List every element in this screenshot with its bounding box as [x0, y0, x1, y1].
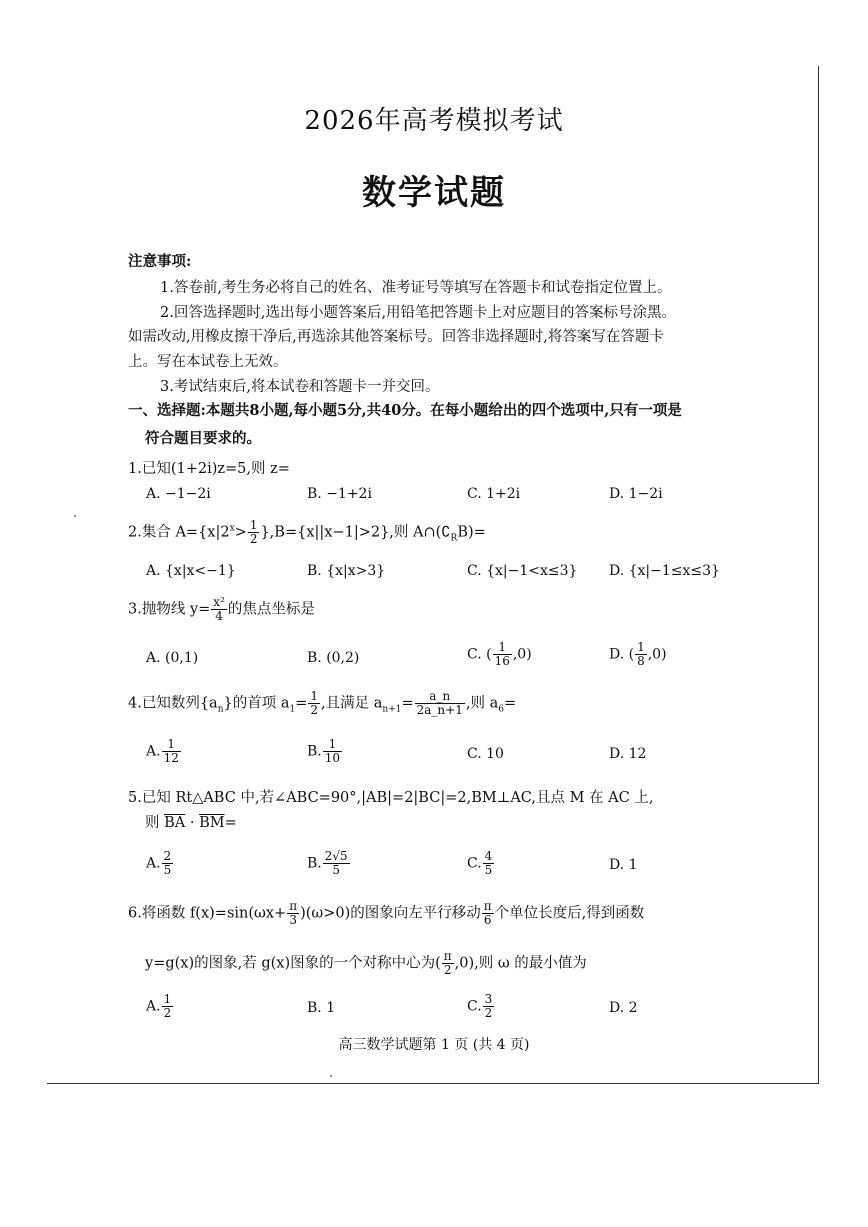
- scan-speck: [74, 515, 76, 517]
- question-4-stem: 4.已知数列$\{a_n\}$的首项 $a_1=$ $\frac{1}{2}$ ,且满足 $a_{n+1}=$ $\frac{a\_n}{2a\_n+1}$ ,则 $a_6=$: [128, 689, 517, 717]
- fraction: $\frac{1}{2}$: [249, 518, 258, 546]
- note-1: 1.答卷前,考生务必将自己的姓名、准考证号等填写在答题卡和试卷指定位置上。: [160, 280, 672, 296]
- page-border-right: [818, 66, 819, 1084]
- vector-ba: $\overline{BA}$: [164, 815, 186, 831]
- q1-option-a: A. −1−2i: [146, 486, 211, 502]
- page-border-bottom: [47, 1083, 819, 1084]
- q6-option-d: D. 2: [609, 1000, 638, 1016]
- subject-title: 数学试题: [362, 173, 506, 213]
- note-3: 3.考试结束后,将本试卷和答题卡一并交回。: [160, 379, 440, 395]
- notes-heading: 注意事项:: [128, 253, 192, 270]
- question-6-stem-line2: y=g(x)的图象,若 g(x)图象的一个对称中心为( $\frac{\pi}{2}$ ,0),则 ω 的最小值为: [145, 949, 587, 977]
- q5-option-c: C. $\frac{4}{5}$: [467, 849, 493, 877]
- q6-option-c: C. $\frac{3}{2}$: [467, 992, 493, 1020]
- vector-bm: $\overline{BM}$: [199, 815, 225, 831]
- exam-title: 2026年高考模拟考试: [304, 106, 564, 136]
- question-1-stem: 1.已知(1+2i)z=5,则 z=: [128, 461, 290, 477]
- q4-option-b: B. $\frac{1}{10}$: [307, 737, 341, 765]
- q6-option-b: B. 1: [307, 1000, 336, 1016]
- question-6-stem-line1: 6.将函数 f(x)=sin(ωx+ $\frac{\pi}{3}$ )(ω>0)的图象向左平行移动 $\frac{\pi}{6}$ 个单位长度后,得到函数: [128, 899, 645, 927]
- q3-option-b: B. (0,2): [307, 650, 360, 666]
- q5-option-d: D. 1: [609, 857, 638, 873]
- page-footer: 高三数学试题第 1 页 (共 4 页): [338, 1037, 530, 1053]
- q3-option-c: C. ( $\frac{1}{16}$ ,0): [467, 640, 532, 668]
- q4-option-a: A. $\frac{1}{12}$: [146, 737, 179, 765]
- q1-option-c: C. 1+2i: [467, 486, 521, 502]
- section-heading-line2: 符合题目要求的。: [145, 430, 261, 447]
- note-2-line3: 上。写在本试卷上无效。: [128, 354, 288, 370]
- question-5-stem-line2: 则 $\overline{BA} \cdot \overline{BM}=$: [145, 815, 237, 831]
- scan-speck: [330, 1075, 332, 1077]
- q1-option-b: B. −1+2i: [307, 486, 372, 502]
- q2-option-d: D. {x|−1≤x≤3}: [609, 563, 720, 579]
- fraction: $\frac{\text{x²}}{4}$: [213, 595, 225, 623]
- q5-option-a: A. $\frac{2}{5}$: [146, 849, 172, 877]
- q6-option-a: A. $\frac{1}{2}$: [146, 992, 172, 1020]
- q4-option-d: D. 12: [609, 746, 647, 762]
- question-3-stem: 3.抛物线 y= $\frac{\text{x²}}{4}$ 的焦点坐标是: [128, 595, 315, 623]
- q1-option-d: D. 1−2i: [609, 486, 663, 502]
- q2-option-c: C. {x|−1<x≤3}: [467, 563, 578, 579]
- q5-option-b: B. $\frac{2√5}{5}$: [307, 849, 348, 877]
- q4-option-c: C. 10: [467, 746, 504, 762]
- question-2-stem: 2.集合 $A=\{x|2^x>$ $\frac{1}{2}$ },B={x||x−1|>2},则 $A\cap(∁_RB)=$: [128, 518, 486, 546]
- q2-option-b: B. {x|x>3}: [307, 563, 386, 579]
- note-2-line2: 如需改动,用橡皮擦干净后,再选涂其他答案标号。回答非选择题时,将答案写在答题卡: [128, 329, 664, 345]
- note-2-line1: 2.回答选择题时,选出每小题答案后,用铅笔把答题卡上对应题目的答案标号涂黑。: [160, 305, 677, 321]
- q3-option-a: A. (0,1): [146, 650, 199, 666]
- section-heading-line1: 一、选择题:本题共8小题,每小题5分,共40分。在每小题给出的四个选项中,只有一项是: [128, 402, 682, 419]
- q3-option-d: D. ( $\frac{1}{8}$ ,0): [609, 640, 667, 668]
- question-5-stem-line1: 5.已知 Rt△ABC 中,若∠ABC=90°,|AB|=2|BC|=2,BM⊥AC,且点 M 在 AC 上,: [128, 790, 654, 806]
- q2-option-a: A. {x|x<−1}: [146, 563, 236, 579]
